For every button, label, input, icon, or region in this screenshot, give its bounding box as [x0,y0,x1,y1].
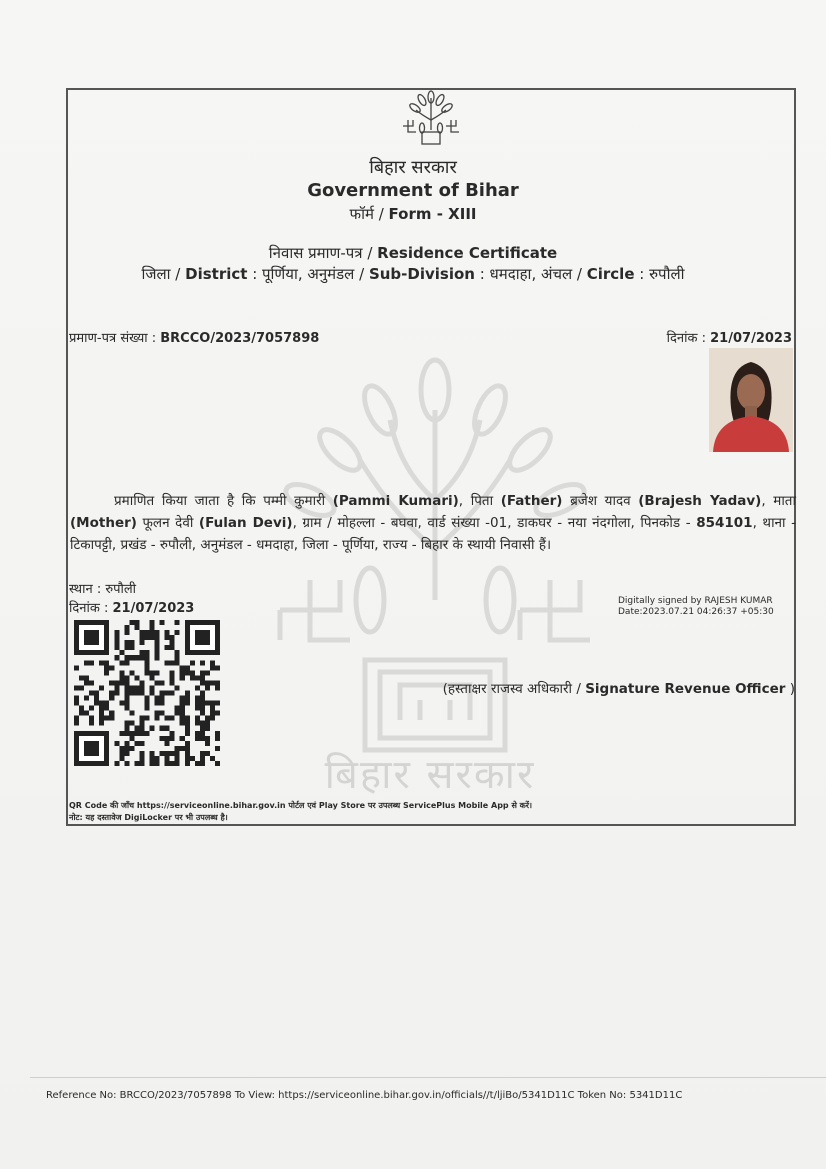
bihar-emblem-icon [400,90,462,146]
place-label: स्थान : [69,582,106,597]
signature-label-en: Signature Revenue Officer [585,681,786,697]
signature-label-end: ) [785,681,795,697]
body-text-1: प्रमाणित किया जाता है कि पम्मी कुमारी [114,493,333,509]
cert-date-label: दिनांक : [666,331,711,346]
district-value: : पूर्णिया, [247,265,308,283]
cert-number-label: प्रमाण-पत्र संख्या : [69,331,161,346]
body-text-6: , ग्राम / मोहल्ला - बघवा, वार्ड संख्या -01, डाकघर - नया नंदगोला, पिनकोड - [292,515,697,531]
applicant-photo [709,348,793,452]
body-pincode: 854101 [696,515,753,531]
cert-title-hi: निवास प्रमाण-पत्र / [268,244,378,262]
hindi-govt-title: बिहार सरकार [369,157,457,178]
form-separator: / [373,205,389,223]
watermark-text: बिहार सरकार [324,752,536,798]
govt-title: Government of Bihar [307,180,519,201]
certificate-body [70,490,796,556]
issue-date-label: दिनांक : [69,601,113,616]
body-text-7: , थाना - टिकापट्टी, प्रखंड - रुपौली, अनुमंडल - धमदाहा, जिला - पूर्णिया, राज्य - बिहार के स्थायी निवासी हैं। [70,515,797,553]
digilocker-note: नोट: यह दस्तावेज DigiLocker पर भी उपलब्ध है। [69,813,228,822]
cert-number-value: BRCCO/2023/7057898 [160,331,320,346]
jurisdiction-line [0,264,826,284]
form-number [0,204,826,224]
subdivision-label-hi: अनुमंडल / [307,265,369,283]
page-footer-reference: Reference No: BRCCO/2023/7057898 To View: https://serviceonline.bihar.gov.in/officials//t/ljiBo/5341D11C Token No: 5341D11C [46,1090,683,1101]
body-father-en: (Brajesh Yadav) [638,493,762,509]
qr-code-icon [74,620,220,766]
footer-divider [30,1077,826,1078]
cert-date-value: 21/07/2023 [710,331,792,346]
issue-date-line [69,598,194,616]
district-label-en: District [185,265,248,283]
form-label-hi: फॉर्म [349,205,374,223]
circle-label-en: Circle [586,265,635,283]
certificate-number [69,328,319,346]
circle-label-hi: अंचल / [540,265,587,283]
digital-signature [618,596,774,618]
certificate-date [560,328,792,346]
issue-date-value: 21/07/2023 [112,601,195,616]
circle-value: : रुपौली [634,265,685,283]
body-text-4: , माता [761,493,797,509]
digital-signature-date: Date:2023.07.21 04:26:37 +05:30 [618,607,774,617]
place-value: रुपौली [105,582,137,597]
signature-line [300,679,795,697]
body-text-5: फूलन देवी [136,515,199,531]
qr-note [69,800,532,824]
body-text-2: , पिता [458,493,501,509]
form-label-en: Form - XIII [388,205,477,223]
body-father-label: (Father) [500,493,563,509]
district-label-hi: जिला / [141,265,186,283]
qr-verification-note: QR Code की जाँच https://serviceonline.bihar.gov.in पोर्टल एवं Play Store पर उपलब्ध ServicePlus Mobile App से करें। [69,801,533,810]
body-name-en: (Pammi Kumari) [332,493,459,509]
bihar-emblem-watermark [270,350,600,800]
cert-title-en: Residence Certificate [377,244,558,262]
subdivision-value: : धमदाहा, [474,265,541,283]
body-mother-en: (Fulan Devi) [198,515,293,531]
body-mother-label: (Mother) [70,515,137,531]
subdivision-label-en: Sub-Division [368,265,475,283]
certificate-title [0,243,826,263]
place-line [69,579,136,597]
digital-signature-name: Digitally signed by RAJESH KUMAR [618,596,773,606]
signature-label-hi: (हस्ताक्षर राजस्व अधिकारी / [442,681,586,697]
body-text-3: ब्रजेश यादव [562,493,639,509]
